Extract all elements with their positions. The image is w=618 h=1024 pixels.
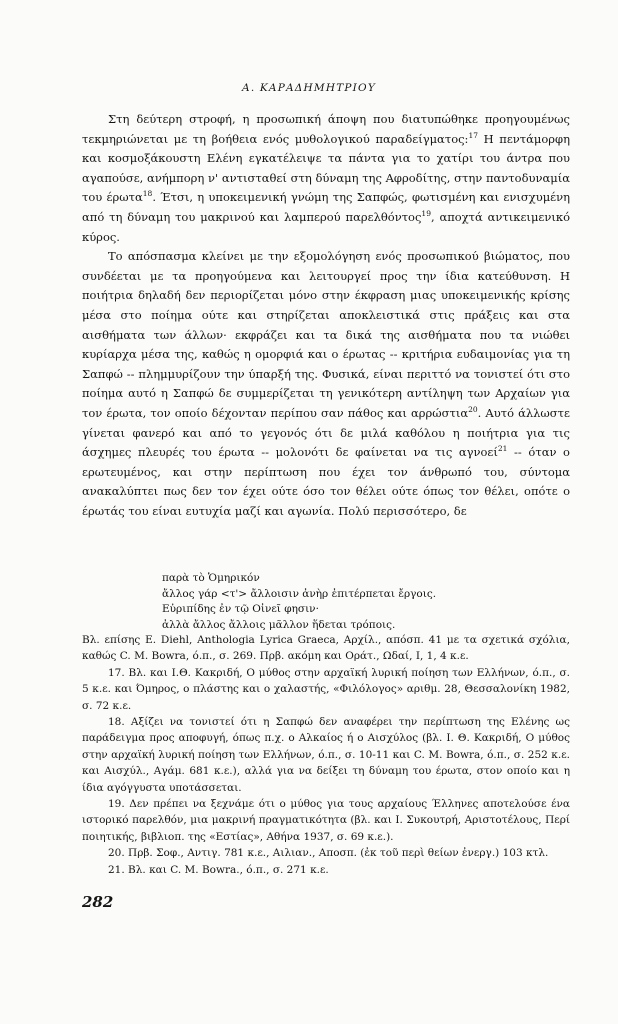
- p2-text-b: . Αυτό άλλωστε γίνεται φανερό και από το γεγονός ότι δε μιλά καθόλου η ποιήτρια για τις άσχημες πλευρές του έρωτα -- μολονότι δε φαίνεται να τις αγνοεί: [82, 405, 570, 460]
- p1-text-c: . Έτσι, η υποκειμενική γνώμη της Σαπφώς, φωτισμένη και ενισχυμένη από τη δύναμη του μακρινού και λαμπερού παρελθόντος: [82, 190, 571, 224]
- paragraph-2: [82, 247, 570, 521]
- quote-line: παρὰ τὸ Ὁμηρικόν: [162, 572, 260, 584]
- p2-text-a: Το απόσπασμα κλείνει με την εξομολόγηση ενός προσωπικού βιώματος, που συνδέεται με τα προηγούμενα και λειτουργεί προς την ίδια κατεύθυνση. Η ποιήτρια δηλαδή δεν περιορίζεται μόνο στην έκφραση μιας υποκειμενικής κρίσης μέσα στο ποίημα ούτε και στηρίζεται αποκλειστικά στις πράξεις και στα αισθήματα των άλλων· εκφράζει και τα δικά της αισθήματα που τα νιώθει κυρίαρχα μέσα της, καθώς η ομορφιά και ο έρωτας -- κριτήρια ευδαιμονίας για τη Σαπφώ -- πλημμυρίζουν την ύπαρξή της. Φυσικά, είναι περιττό να τονιστεί ότι στο ποίημα αυτό η Σαπφώ δε συμμερίζεται τη γενικότερη αντίληψη των Αρχαίων για τον έρωτα, τον οποίο δέχονταν περίπου σαν πάθος και αρρώστια: [82, 249, 570, 420]
- footnote-21: 21. Βλ. και C. M. Bowra., ό.π., σ. 271 κ.ε.: [108, 863, 329, 876]
- quote-line: ἀλλὰ ἄλλος ἄλλοις μᾶλλον ἥδεται τρόποις.: [162, 618, 396, 631]
- running-head: Α. ΚΑΡΑΔΗΜΗΤΡΙΟΥ: [242, 82, 376, 94]
- ancient-greek-quote: [162, 571, 492, 633]
- footnote-18: 18. Αξίζει να τονιστεί ότι η Σαπφώ δεν αναφέρει την περίπτωση της Ελένης ως παράδειγμα προς αποφυγή, όπως π.χ. ο Αλκαίος ή ο Αισχύλος (βλ. Ι. Θ. Κακριδή, Ο μύθος στην αρχαϊκή λυρική ποίηση των Ελλήνων, ό.π., σ. 10-11 και C. M. Bowra, ό.π., σ. 252 κ.ε. και Αισχύλ., Αγάμ. 681 κ.ε.), αλλά για να δείξει τη δύναμη του έρωτα, στον οποίο και η ίδια αγόγγυστα υποτάσσεται.: [82, 716, 570, 794]
- quote-line: Εὐριπίδης ἐν τῷ Οἰνεῖ φησιν·: [162, 603, 319, 616]
- footnote-continuation: Βλ. επίσης E. Diehl, Anthologia Lyrica Graeca, Αρχίλ., απόσπ. 41 με τα σχετικά σχόλια, καθώς C. M. Bowra, ό.π., σ. 269. Πρβ. ακόμη και Οράτ., Ωδαί, I, 1, 4 κ.ε.: [82, 634, 570, 663]
- p2-text-c: -- όταν ο ερωτευμένος, και στην περίπτωση που έχει τον άνθρωπό του, σύντομα ανακαλύπτει πως δεν τον έχει ούτε όσο τον θέλει ούτε όπως τον θέλει, οπότε ο έρωτάς του είναι ευτυχία μαζί και αγωνία. Πολύ περισσότερο, δε: [82, 445, 570, 518]
- p1-text-a: Στη δεύτερη στροφή, η προσωπική άποψη που διατυπώθηκε προηγουμένως τεκμηριώνεται με τη βοήθεια ενός μυθολογικού παραδείγματος:: [82, 112, 570, 146]
- page-number: 282: [82, 893, 114, 911]
- p1-text-d: , αποχτά αντικειμενικό κύρος.: [82, 209, 570, 244]
- footnote-ref-18: 18: [142, 189, 153, 199]
- quote-line: ἄλλος γάρ <τ'> ἄλλοισιν ἀνὴρ ἐπιτέρπεται ἔργοις.: [162, 587, 437, 600]
- footnote-ref-21: 21: [497, 444, 508, 454]
- paragraph-1: [82, 110, 570, 247]
- main-text: [82, 110, 570, 521]
- footnote-ref-20: 20: [468, 405, 478, 415]
- p1-text-b: Η πεντάμορφη και κοσμοξάκουστη Ελένη εγκατέλειψε τα πάντα για το χατίρι του άντρα που αγαπούσε, ανήμπορη ν' αντισταθεί στη δύναμη της Αφροδίτης, στην παντοδυναμία του έρωτα: [82, 131, 570, 205]
- footnote-20: 20. Πρβ. Σοφ., Αντιγ. 781 κ.ε., Αιλιαν., Αποσπ. (ἐκ τοῦ περὶ θείων ἐνεργ.) 103 κτλ.: [108, 847, 549, 860]
- footnote-19: 19. Δεν πρέπει να ξεχνάμε ότι ο μύθος για τους αρχαίους Έλληνες αποτελούσε ένα ιστορικό παρελθόν, μια μακρινή πραγματικότητα (βλ. και Ι. Συκουτρή, Αριστοτέλους, Περί ποιητικής, βιβλιοπ. της «Εστίας», Αθήνα 1937, σ. 69 κ.ε.).: [82, 798, 570, 843]
- footnote-ref-17: 17: [468, 130, 478, 140]
- footnote-ref-19: 19: [421, 209, 431, 219]
- footnotes: [82, 632, 570, 878]
- footnote-17: 17. Βλ. και Ι.Θ. Κακριδή, Ο μύθος στην αρχαϊκή λυρική ποίηση των Ελλήνων, ό.π., σ. 5 κ.ε. και Όμηρος, ο πλάστης και ο χαλαστής, «Φιλόλογος» αριθμ. 28, Θεσσαλονίκη 1982, σ. 72 κ.ε.: [82, 666, 570, 712]
